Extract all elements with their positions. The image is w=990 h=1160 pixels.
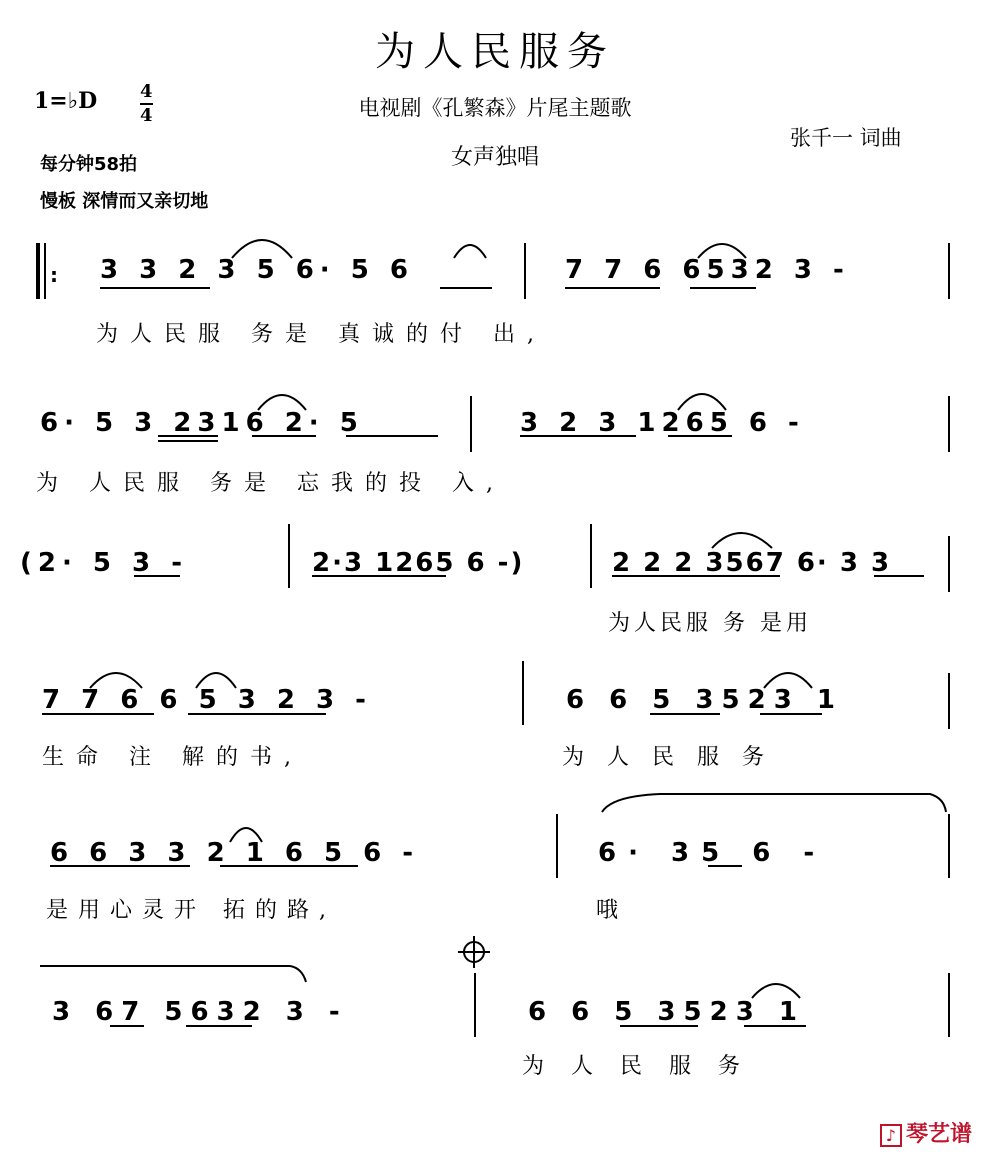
slur-mark: [230, 828, 262, 842]
lyric-line: 为 人 民 服 务: [562, 745, 772, 770]
lyric-line: 为 人 民 服 务: [522, 1054, 750, 1079]
measure-notes: (2· 5 3 -: [20, 548, 188, 578]
slur-mark: [764, 673, 812, 688]
slur-mark: [90, 673, 142, 688]
slur-mark: [196, 673, 236, 688]
slur-mark: [258, 395, 306, 410]
measure-notes: 6· 35 6 -: [598, 838, 827, 868]
slur-mark: [678, 394, 726, 410]
lyric-line: 为 人民服 务是 忘我的投 入,: [36, 471, 505, 496]
song-title: 为人民服务: [375, 29, 615, 75]
lyric-line: 哦: [596, 898, 623, 923]
expression-marking: 慢板 深情而又亲切地: [40, 191, 209, 212]
measure-notes: 6 6 3 3 2 1 6 5 6 -: [50, 838, 420, 868]
slur-mark: [454, 245, 486, 258]
tempo-marking: 每分钟58拍: [40, 154, 138, 175]
slur-mark: [712, 533, 772, 548]
measure-notes: 7 7 6 6532 3 -: [565, 255, 850, 285]
slur-mark: [698, 244, 746, 258]
lyric-line: 生命 注 解的书,: [42, 745, 303, 770]
measure-notes: 7 7 6 6 5 3 2 3 -: [42, 685, 372, 715]
performer: 女声独唱: [450, 145, 539, 170]
time-numerator: 4: [140, 81, 153, 102]
lyric-line: 为人民服 务是 真诚的付 出,: [96, 322, 546, 347]
time-denominator: 4: [140, 105, 153, 126]
logo-icon: ♪: [880, 1124, 902, 1147]
measure-notes: 2·3 1265 6 -): [312, 548, 525, 578]
slur-mark: [40, 966, 306, 982]
measure-notes: 6· 5 3 2316 2· 5: [40, 408, 364, 438]
measure-notes: 2 2 2 3567 6· 3 3: [612, 548, 892, 578]
key-signature: 1=♭D: [34, 88, 98, 114]
measure-notes: 3 67 5632 3 -: [52, 997, 348, 1027]
slur-mark: [602, 794, 946, 812]
repeat-dots: :: [50, 263, 58, 287]
measure-notes: 6 6 5 3523 1: [528, 997, 805, 1027]
slur-mark: [752, 984, 800, 998]
site-logo: [880, 1117, 972, 1148]
lyric-line: 为人民服 务 是用: [608, 611, 812, 636]
logo-text: 琴艺谱: [905, 1122, 972, 1147]
composer-credit: 张千一 词曲: [790, 126, 902, 150]
measure-notes: 3 2 3 1265 6 -: [520, 408, 805, 438]
song-subtitle: 电视剧《孔繁森》片尾主题歌: [358, 96, 632, 120]
measure-notes: 3 3 2 3 5 6· 5 6: [100, 255, 414, 285]
slur-mark: [232, 240, 292, 258]
measure-notes: 6 6 5 3523 1: [566, 685, 843, 715]
lyric-line: 是用心灵开 拓的路,: [46, 898, 336, 923]
